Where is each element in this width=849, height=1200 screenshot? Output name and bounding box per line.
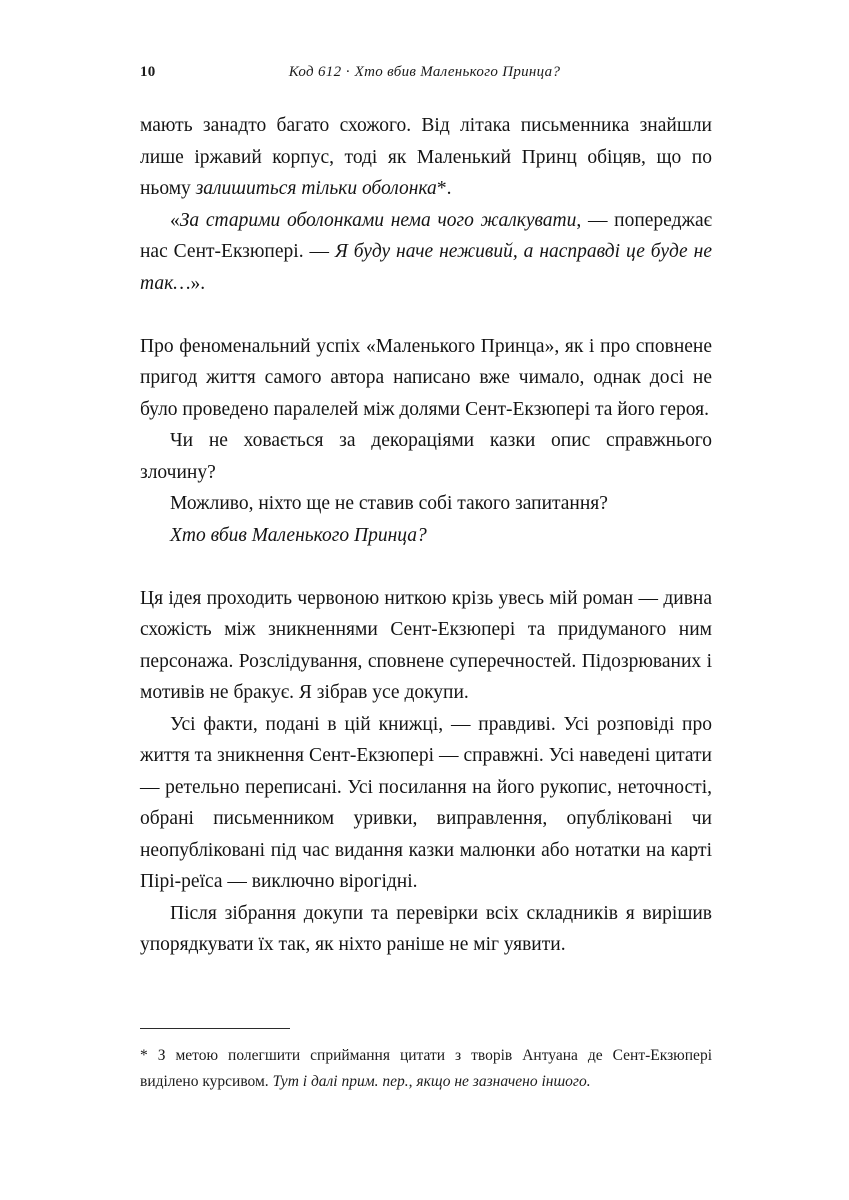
footnote-italic-run: Тут і далі прим. пер., якщо не зазначено іншого. [272,1073,591,1090]
running-head-separator: · [345,64,351,80]
text-run: , — попереджає нас Сент-Екзюпері. — [140,209,713,262]
running-head-title [140,64,709,81]
paragraph [140,520,712,552]
running-head-chapter: Хто вбив Маленького Принца? [354,64,561,80]
text-run: Після зібрання докупи та перевірки всіх складників я вирішив упорядкувати їх так, як ніхто раніше не міг уявити. [140,902,712,955]
paragraph [140,898,712,961]
text-run: « [170,209,180,231]
text-run: Про феноменальний успіх «Маленького Принца», як і про сповнене пригод життя самого автора написано вже чимало, однак досі не було проведено паралелей між долями Сент-Екзюпері та його героя. [140,335,712,420]
paragraph [140,709,712,898]
text-run: Ця ідея проходить червоною ниткою крізь увесь мій роман — дивна схожість між зникненнями Сент-Екзюпері та придуманого ним персонажа. Розслідування, сповнене суперечностей. Підозрюваних і мотивів не бракує. Я зібрав усе докупи. [140,587,712,703]
footnote-run: З метою полегшити сприймання цитати з творів Антуана де Сент-Екзюпері виділено курсивом. [140,1047,712,1090]
text-run: мають занадто багато схожого. Від літака письменника знайшли лише іржавий корпус, тоді як Маленький Принц обіцяв, що по ньому [140,115,712,199]
text-run: ». [190,272,206,294]
footnote-text [140,1043,712,1095]
text-run: Можливо, ніхто ще не ставив собі такого запитання? [170,493,608,514]
text-run: Чи не ховається за декораціями казки опис справжнього злочину? [140,430,712,483]
paragraph [140,488,712,520]
italic-run: Я буду наче неживий, а насправді це буде не так… [140,241,712,294]
footnote-marker: * [140,1047,148,1064]
body-text [140,110,712,961]
running-head [140,64,709,84]
page-number: 10 [140,64,156,80]
italic-run: За старими оболонками нема чого жалкувати [179,209,577,231]
footnote-rule [140,1028,290,1029]
paragraph [140,110,712,205]
footnote-area [140,1028,712,1095]
paragraph [140,583,712,709]
running-head-book: Код 612 [288,64,342,80]
text-run: *. [436,178,452,199]
text-run: Усі факти, подані в цій книжці, — правдиві. Усі розповіді про життя та зникнення Сент-Екзюпері — справжні. Усі наведені цитати — ретельно переписані. Усі посилання на його рукопис, неточності, обрані письменником уривки, виправлення, опубліковані чи неопубліковані під час видання казки малюнки або нотатки на карті Пірі-реїса — виключно вірогідні. [140,713,712,892]
paragraph [140,425,712,488]
paragraph [140,331,712,426]
italic-run: залишиться тільки оболонка [195,178,437,199]
paragraph [140,205,712,300]
italic-run: Хто вбив Маленького Принца? [170,524,427,546]
